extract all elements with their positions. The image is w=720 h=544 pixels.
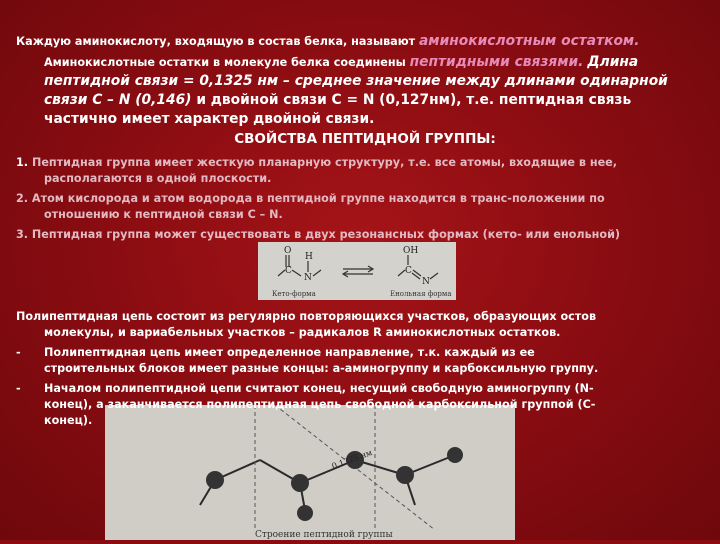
figure-caption: Строение пептидной группы	[255, 530, 393, 540]
keto-label: Кето-форма	[272, 290, 316, 298]
properties-heading: СВОЙСТВА ПЕПТИДНОЙ ГРУППЫ:	[234, 131, 496, 147]
atom-o	[297, 505, 313, 521]
bond-line	[398, 270, 405, 276]
property-item-1-cont: располагаются в одной плоскости.	[44, 172, 272, 185]
peptide-group-diagram	[105, 405, 515, 540]
resonance-forms-diagram	[258, 242, 456, 300]
intro-line-5: частично имеет характер двойной связи.	[44, 111, 375, 127]
resonance-forms-figure	[258, 242, 456, 300]
atom-c: C	[405, 266, 412, 276]
intro-text: Каждую аминокислоту, входящую в состав белка, называют	[16, 35, 416, 48]
intro-text: и двойной связи С = N (0,127нм), т.е. пептидная связь	[196, 92, 632, 108]
chain-bullet-2-cont: конец), а заканчивается полипептидная цепь свободной карбоксильной группой (С-	[44, 398, 596, 411]
intro-line-3: пептидной связи = 0,1325 нм – среднее значение между длинами одинарной	[44, 73, 668, 89]
bond-line	[278, 270, 285, 276]
bond-line	[430, 273, 438, 279]
property-item-1	[16, 155, 617, 171]
property-item-3: 3. Пептидная группа может существовать в двух резонансных формах (кето- или енольной)	[16, 228, 621, 241]
intro-line-1	[16, 33, 639, 50]
intro-line-2	[44, 53, 638, 71]
chain-bullet-2: Началом полипептидной цепи считают конец, несущий свободную аминогруппу (N-	[44, 382, 594, 395]
chain-bullet-2-end: конец).	[44, 414, 93, 427]
peptide-group-figure	[105, 405, 515, 540]
atom-c	[291, 474, 309, 492]
intro-line-4	[44, 91, 631, 109]
atom-n: N	[422, 277, 430, 287]
property-item-2-cont: отношению к пептидной связи С – N.	[44, 208, 283, 221]
item-number: 1.	[16, 156, 29, 169]
bond-line	[292, 270, 301, 276]
bullet-dash-1: -	[16, 346, 21, 359]
atom-o: O	[284, 246, 292, 256]
atom-c: C	[285, 266, 292, 276]
chain-bullet-1: Полипептидная цепь имеет определенное направление, т.к. каждый из ее	[44, 346, 535, 359]
bond-length-label: 0,1325 нм	[330, 448, 374, 471]
intro-text: Длина	[587, 54, 639, 70]
intro-text: связи С – N (0,146)	[44, 92, 192, 108]
property-item-2: 2. Атом кислорода и атом водорода в пептидной группе находится в транс-положении по	[16, 192, 605, 205]
atom-o	[447, 447, 463, 463]
property-text: Пептидная группа имеет жесткую планарную структуру, т.е. все атомы, входящие в нее,	[31, 156, 618, 169]
atom-n	[206, 471, 224, 489]
chain-line-1: Полипептидная цепь состоит из регулярно повторяющихся участков, образующих остов	[16, 310, 597, 323]
chain-bullet-1-cont: строительных блоков имеет разные концы: a-аминогруппу и карбоксильную группу.	[44, 362, 599, 375]
atom-n: N	[304, 273, 312, 283]
intro-text: Аминокислотные остатки в молекуле белка соединены	[44, 56, 406, 69]
chain-line-2: молекулы, и вариабельных участков – радикалов R аминокислотных остатков.	[44, 326, 561, 339]
enol-label: Енольная форма	[390, 290, 452, 298]
atom-oh: OH	[403, 246, 419, 256]
atom-c	[396, 466, 414, 484]
atom-h: H	[305, 252, 313, 262]
bond-line	[313, 270, 321, 276]
term-amino-residue: аминокислотным остатком.	[418, 33, 640, 49]
bullet-dash-2: -	[16, 382, 21, 395]
term-peptide-bonds: пептидными связями.	[409, 54, 584, 70]
